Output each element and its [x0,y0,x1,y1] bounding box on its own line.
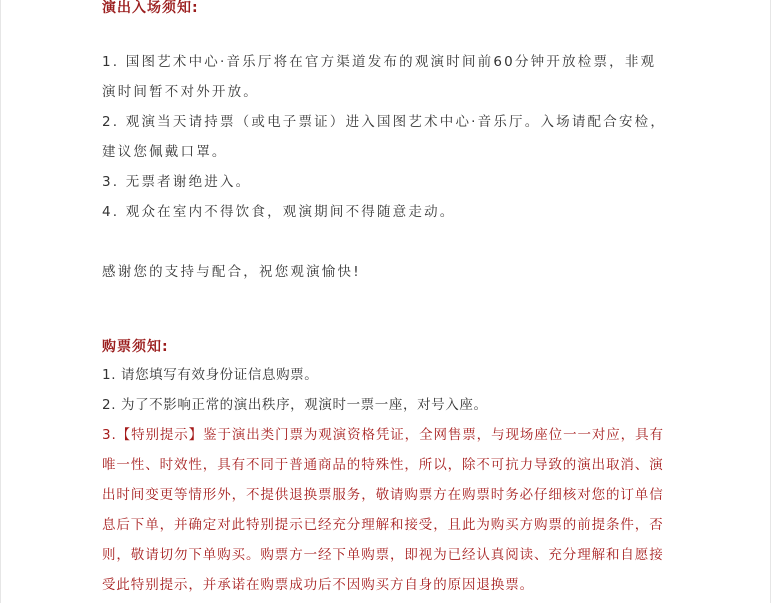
entry-notice-item-2: 2. 观演当天请持票（或电子票证）进入国图艺术中心·音乐厅。入场请配合安检，建议您佩戴口罩。 [102,114,667,160]
entry-notice-item-1: 1. 国图艺术中心·音乐厅将在官方渠道发布的观演时间前60分钟开放检票，非观演时间暂不对外开放。 [102,54,657,100]
purchase-notice-item-2: 2. 为了不影响正常的演出秩序，观演时一票一座，对号入座。 [102,397,488,413]
entry-notice-heading: 演出入场须知: [102,0,199,16]
entry-notice-item-4: 4. 观众在室内不得饮食，观演期间不得随意走动。 [102,204,456,220]
purchase-notice-heading: 购票须知: [102,339,169,355]
special-notice: 3.【特别提示】鉴于演出类门票为观演资格凭证，全网售票，与现场座位一一对应，具有唯一性、时效性，具有不同于普通商品的特殊性，所以，除不可抗力导致的演出取消、演出时间变更等情形外，不提供退换票服务，敬请购票方在购票时务必仔细核对您的订单信息后下单，并确定对此特别提示已经充分理解和接受，且此为购买方购票的前提条件，否则，敬请切勿下单购买。购票方一经下单购票，即视为已经认真阅读、充分理解和自愿接受此特别提示，并承诺在购票成功后不因购买方自身的原因退换票。 [102,427,664,593]
purchase-notice-item-1: 1. 请您填写有效身份证信息购票。 [102,367,319,383]
entry-notice-item-3: 3. 无票者谢绝进入。 [102,174,252,190]
thanks-message: 感谢您的支持与配合，祝您观演愉快! [102,264,361,280]
